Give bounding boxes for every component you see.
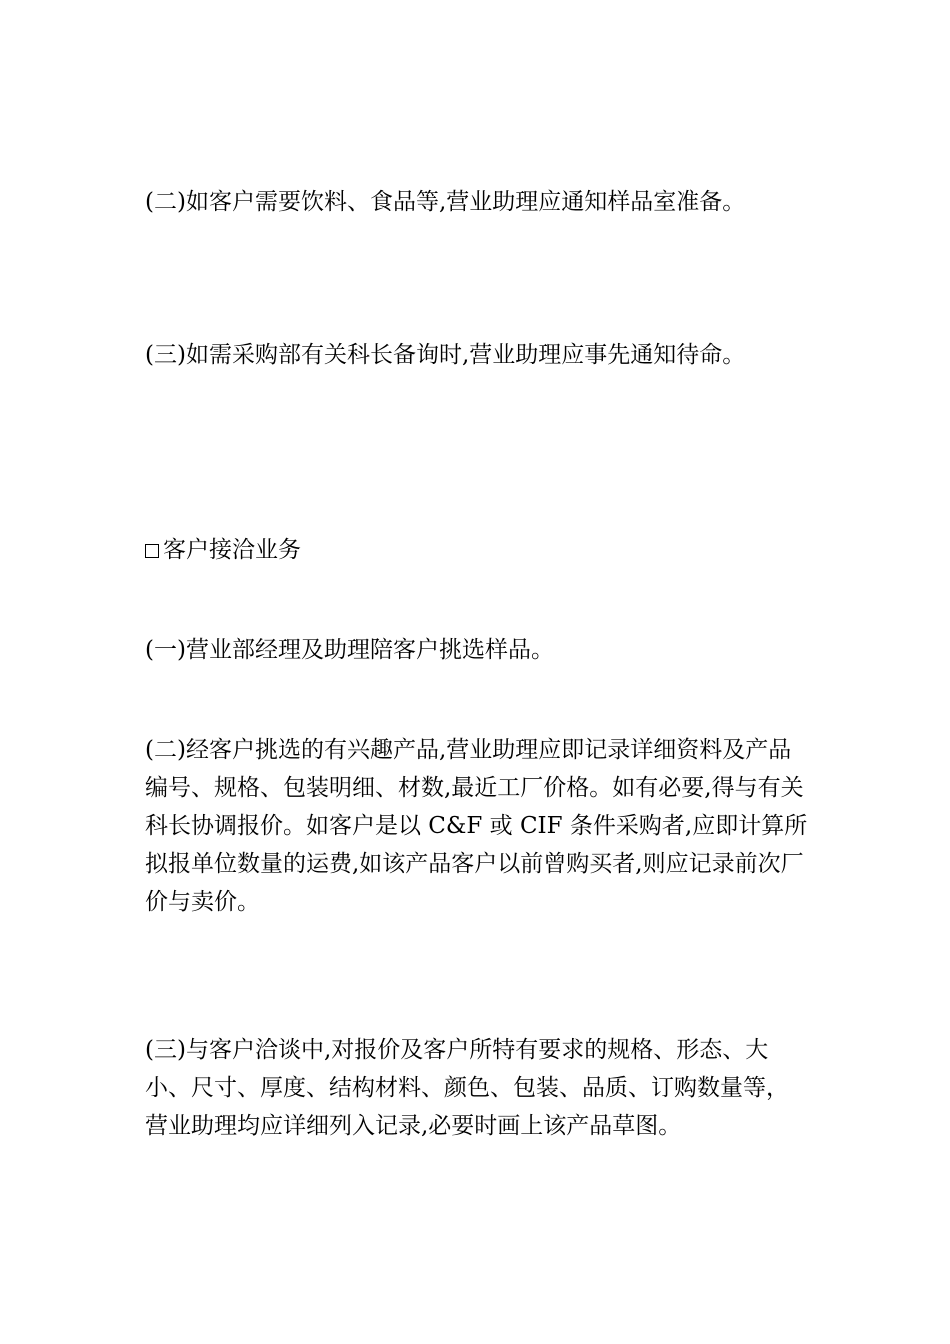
- section-heading-text: 客户接洽业务: [163, 537, 301, 563]
- square-bullet-icon: [145, 544, 159, 558]
- paragraph-negotiation-record: (三)与客户洽谈中,对报价及客户所特有要求的规格、形态、大小、尺寸、厚度、结构材料、颜色、包装、品质、订购数量等，营业助理均应详细列入记录,必要时画上该产品草图。: [145, 1037, 789, 1139]
- paragraph-sample-selection: (一)营业部经理及助理陪客户挑选样品。: [145, 637, 554, 663]
- section-heading: [145, 531, 810, 569]
- paragraph-record-details: (二)经客户挑选的有兴趣产品,营业助理应即记录详细资料及产品编号、规格、包装明细、材数,最近工厂价格。如有必要,得与有关科长协调报价。如客户是以 C&F 或 CIF 条件采购者,应即计算所拟报单位数量的运费,如该产品客户以前曾购买者,则应记录前次厂价与卖价。: [145, 737, 808, 915]
- paragraph-beverage-notice: (二)如客户需要饮料、食品等,营业助理应通知样品室准备。: [145, 189, 746, 215]
- paragraph-procurement-notice: (三)如需采购部有关科长备询时,营业助理应事先通知待命。: [145, 342, 746, 368]
